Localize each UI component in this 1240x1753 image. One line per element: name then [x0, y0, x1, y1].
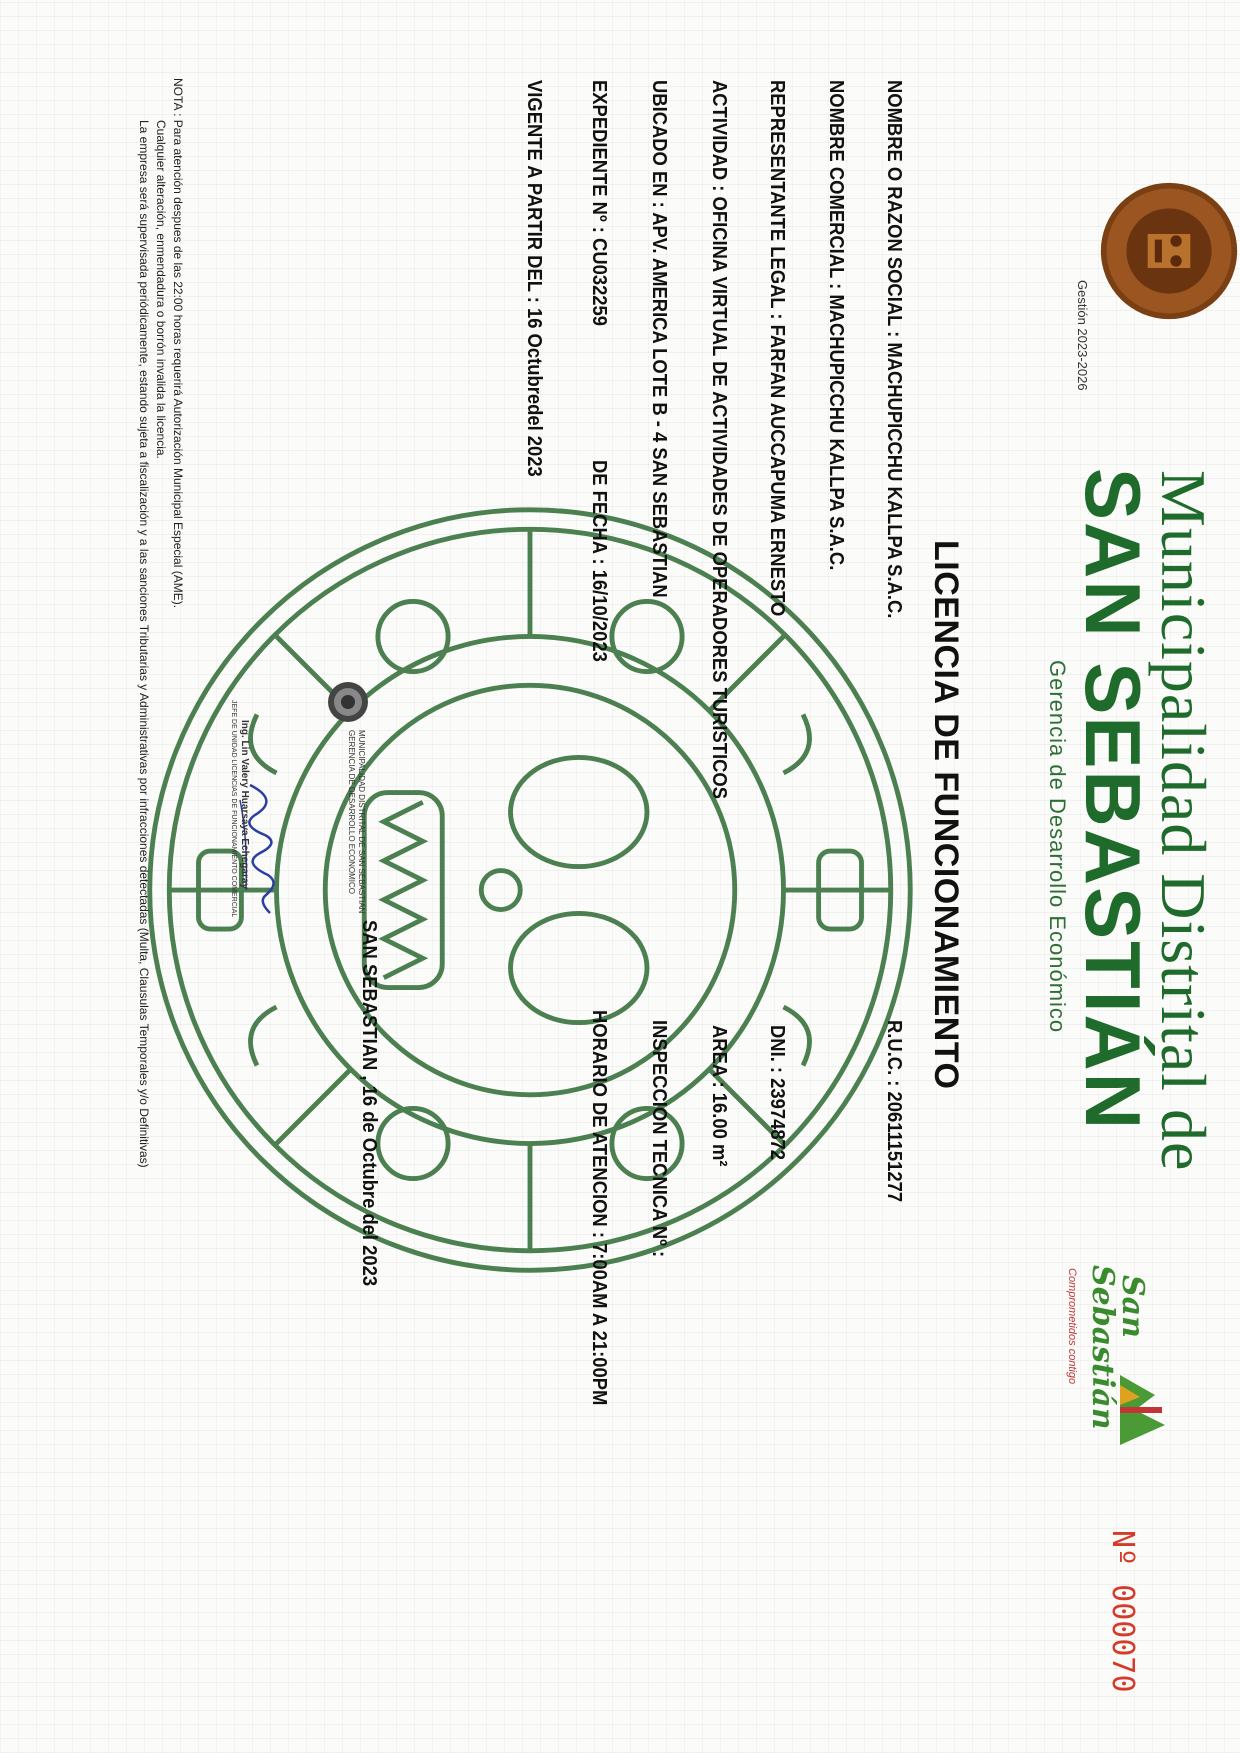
inspeccion-tecnica-field: INSPECCION TECNICA Nº : [648, 1020, 670, 1258]
brand-logo [1060, 1260, 1170, 1480]
brand-tagline: Comprometidos contigo [1066, 1268, 1078, 1385]
expediente-field: EXPEDIENTE Nº : CU032259 [588, 80, 610, 327]
mountain-logo-icon [1120, 1375, 1170, 1445]
razon-social-field: NOMBRE O RAZON SOCIAL : MACHUPICCHU KALLPA S.A.C. [883, 80, 905, 619]
term-label: Gestión 2023-2026 [1075, 280, 1090, 391]
ubicado-field: UBICADO EN : APV. AMERICA LOTE B - 4 SAN SEBASTIAN [648, 80, 670, 598]
vigente-field: VIGENTE A PARTIR DEL : 16 Octubredel 2023 [523, 80, 545, 477]
folio-number: Nº 000070 [1105, 1530, 1140, 1693]
note-line-3: La empresa será supervisada periódicamente, estando sujeta a fiscalización y a las sanciones Tributarias y Administrativas por infracciones detectadas (Multa, Clausulas Temporales y/o Definitivas) [137, 120, 151, 1168]
actividad-field: ACTIVIDAD : OFICINA VIRTUAL DE ACTIVIDADES DE OPERADORES TURISTICOS [708, 80, 730, 800]
municipal-emblem-icon [1098, 180, 1240, 322]
representante-legal-field: REPRESENTANTE LEGAL : FARFAN AUCCAPUMA ERNESTO [766, 80, 788, 617]
ruc-field: R.U.C. : 20611151277 [883, 1020, 905, 1203]
stamp-line-2: GERENCIA DE DESARROLLO ECONOMICO [347, 730, 356, 895]
horario-field: HORARIO DE ATENCION : 7:00AM A 21:00PM [588, 1010, 610, 1406]
note-line-1: NOTA : Para atención despues de las 22:00 horas requerirá Autorización Municipal Especial (AME). [171, 78, 185, 609]
note-line-2: Cualquier alteración, enmendadura o borrón invalida la licencia. [154, 120, 168, 459]
area-field: AREA : 16.00 m² [708, 1025, 730, 1167]
department-name: Gerencia de Desarrollo Económico [1045, 660, 1070, 1034]
signature-stamp [220, 680, 370, 940]
place-date: SAN SEBASTIAN , 16 de Octubre del 2023 [358, 920, 380, 1287]
stamp-seal-icon [326, 680, 370, 724]
stamp-line-1: MUNICIPALIDAD DISTRITAL DE SAN SEBASTIAN [357, 730, 366, 914]
signer-title: JEFE DE UNIDAD LICENCIAS DE FUNCIONAMIENTO COMERCIAL [230, 700, 237, 918]
signer-name: Ing. Lin Valery Huarsaya Echegaray [239, 720, 250, 889]
document-title: LICENCIA DE FUNCIONAMIENTO [927, 540, 965, 1090]
municipality-district: SAN SEBASTIÁN [1069, 468, 1157, 1132]
brand-san: San [1115, 1275, 1150, 1338]
municipality-name: Municipalidad Distrital de [1148, 470, 1219, 1172]
brand-sebastian: Sebastián [1085, 1265, 1120, 1430]
nombre-comercial-field: NOMBRE COMERCIAL : MACHUPICCHU KALLPA S.A.C. [825, 80, 847, 571]
dni-field: DNI. : 23974872 [766, 1025, 788, 1161]
fecha-expediente-field: DE FECHA : 16/10/2023 [588, 460, 610, 662]
